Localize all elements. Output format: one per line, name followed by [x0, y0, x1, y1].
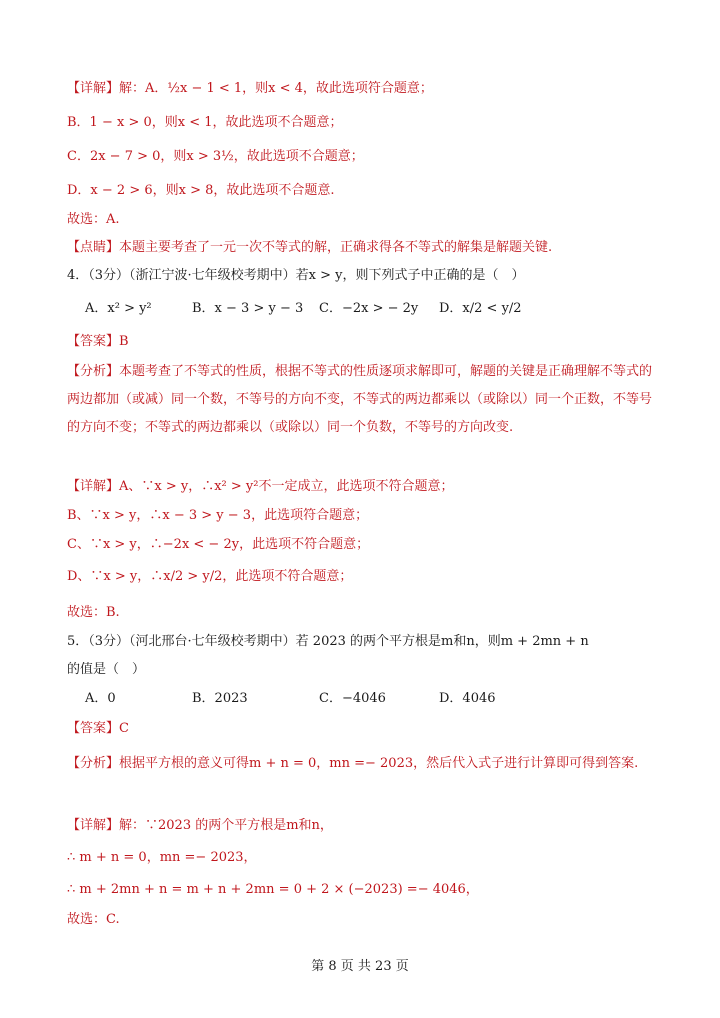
detail-5-line2: ∴ m + n = 0，mn =− 2023， [67, 850, 257, 865]
question-5-line1: 5．（3分）（河北邢台·七年级校考期中）若 2023 的两个平方根是m和n，则m + 2mn + n [67, 634, 589, 649]
q4-option-b: B．x − 3 > y − 3 [192, 301, 304, 316]
line-detail-a: 【详解】解：A．½x − 1 < 1，则x < 4，故此选项符合题意； [67, 81, 433, 96]
answer-4: 【答案】B [67, 334, 129, 349]
line-detail-b: B．1 − x > 0，则x < 1，故此选项不合题意； [67, 115, 343, 130]
q5-option-b: B．2023 [192, 691, 248, 706]
q5-option-a: A．0 [85, 691, 116, 706]
q5-option-c: C．−4046 [319, 691, 386, 706]
detail-5-line1: 【详解】解：∵2023 的两个平方根是m和n， [67, 818, 333, 833]
q4-option-a: A．x² > y² [85, 301, 152, 316]
answer-5: 【答案】C [67, 721, 129, 736]
detail-4-c: C、∵x > y，∴−2x < − 2y，此选项不符合题意； [67, 537, 370, 552]
analysis-4: 【分析】本题考查了不等式的性质，根据不等式的性质逐项求解即可，解题的关键是正确理解不等式的两边都加（或减）同一个数，不等号的方向不变，不等式的两边都乘以（或除以）同一个正数，不等号的方向不变；不等式的两边都乘以（或除以）同一个负数，不等号的方向改变. [67, 364, 653, 435]
select-5: 故选：C. [67, 912, 120, 927]
q4-option-c: C．−2x > − 2y [319, 301, 419, 316]
q5-option-d: D．4046 [439, 691, 496, 706]
detail-4-d: D、∵x > y，∴x/2 > y/2，此选项不符合题意； [67, 569, 353, 584]
question-5-line2: 的值是（ ） [67, 662, 146, 677]
line-detail-c: C．2x − 7 > 0，则x > 3½，故此选项不合题意； [67, 149, 364, 164]
question-4: 4．（3分）（浙江宁波·七年级校考期中）若x > y，则下列式子中正确的是（ ） [67, 268, 525, 283]
detail-4-b: B、∵x > y，∴x − 3 > y − 3，此选项符合题意； [67, 508, 369, 523]
line-detail-d: D．x − 2 > 6，则x > 8，故此选项不合题意. [67, 183, 335, 198]
analysis-5: 【分析】根据平方根的意义可得m + n = 0，mn =− 2023，然后代入式子进行计算即可得到答案. [67, 756, 639, 771]
detail-4-a: 【详解】A、∵x > y，∴x² > y²不一定成立，此选项不符合题意； [67, 479, 454, 494]
detail-5-line3: ∴ m + 2mn + n = m + n + 2mn = 0 + 2 × (−2023) =− 4046， [67, 882, 479, 897]
line-select-a: 故选：A. [67, 212, 120, 227]
q4-option-d: D．x/2 < y/2 [439, 301, 522, 316]
select-4: 故选：B. [67, 605, 120, 620]
line-point: 【点睛】本题主要考查了一元一次不等式的解，正确求得各不等式的解集是解题关键. [67, 240, 553, 255]
page-footer: 第 8 页 共 23 页 [311, 959, 409, 974]
